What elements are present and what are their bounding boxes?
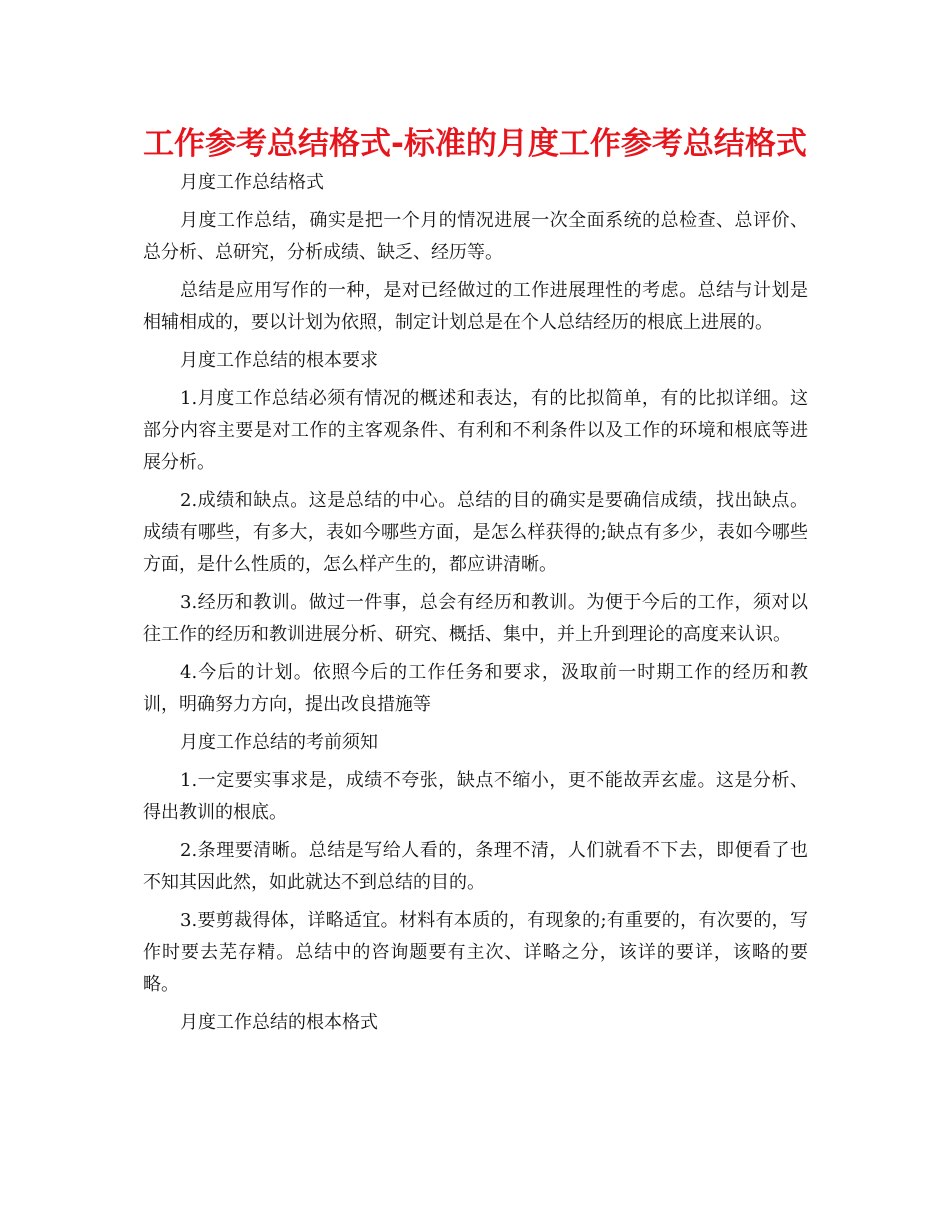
paragraph-heading-notes: 月度工作总结的考前须知	[180, 732, 378, 753]
paragraph-heading-basic-format: 月度工作总结的根本格式	[180, 1012, 378, 1033]
paragraph-item: 1.一定要实事求是，成绩不夸张，缺点不缩小，更不能故弄玄虚。这是分析、得出教训的根底。	[143, 770, 808, 823]
paragraph-item: 1.月度工作总结必须有情况的概述和表达，有的比拟简单，有的比拟详细。这部分内容主要是对工作的主客观条件、有利和不利条件以及工作的环境和根底等进展分析。	[143, 388, 808, 473]
paragraph-item: 4.今后的计划。依照今后的工作任务和要求，汲取前一时期工作的经历和教训，明确努力方向，提出改良措施等	[143, 662, 808, 715]
paragraph-item: 3.经历和教训。做过一件事，总会有经历和教训。为便于今后的工作，须对以往工作的经历和教训进展分析、研究、概括、集中，并上升到理论的高度来认识。	[143, 592, 808, 645]
document-title: 工作参考总结格式-标准的月度工作参考总结格式	[143, 126, 807, 162]
document-body	[143, 167, 808, 1045]
paragraph-heading-format: 月度工作总结格式	[180, 172, 324, 193]
paragraph-item: 2.条理要清晰。总结是写给人看的，条理不清，人们就看不下去，即便看了也不知其因此然，如此就达不到总结的目的。	[143, 840, 808, 893]
paragraph: 月度工作总结，确实是把一个月的情况进展一次全面系统的总检查、总评价、总分析、总研究，分析成绩、缺乏、经历等。	[143, 210, 808, 263]
paragraph-heading-requirements: 月度工作总结的根本要求	[180, 350, 378, 371]
paragraph-item: 3.要剪裁得体，详略适宜。材料有本质的，有现象的;有重要的，有次要的，写作时要去芜存精。总结中的咨询题要有主次、详略之分，该详的要详，该略的要略。	[143, 910, 808, 995]
paragraph-item: 2.成绩和缺点。这是总结的中心。总结的目的确实是要确信成绩，找出缺点。成绩有哪些，有多大，表如今哪些方面，是怎么样获得的;缺点有多少，表如今哪些方面，是什么性质的，怎么样产生的，都应讲清晰。	[143, 490, 808, 575]
paragraph: 总结是应用写作的一种，是对已经做过的工作进展理性的考虑。总结与计划是相辅相成的，要以计划为依照，制定计划总是在个人总结经历的根底上进展的。	[143, 280, 808, 333]
